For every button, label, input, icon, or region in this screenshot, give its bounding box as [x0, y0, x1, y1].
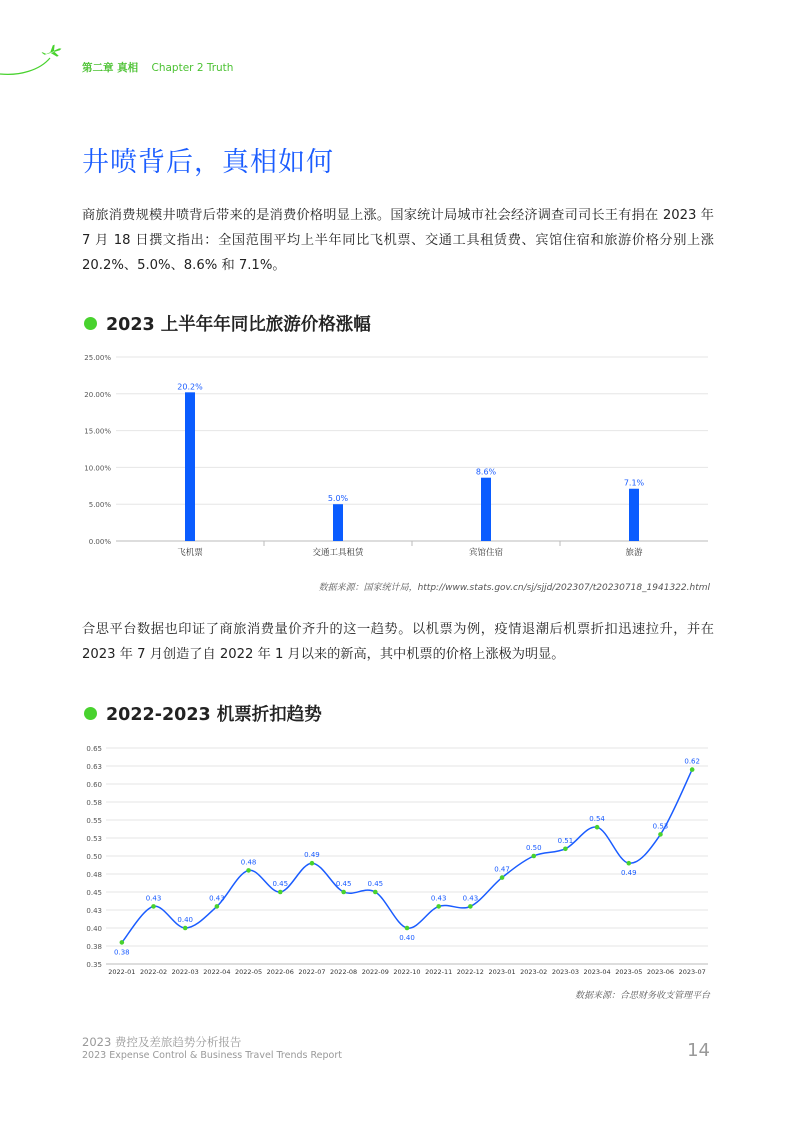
footer-title-en: 2023 Expense Control & Business Travel Trends Report: [82, 1050, 342, 1061]
line-y-tick-label: 0.50: [86, 853, 102, 861]
line-x-tick-label: 2022-07: [298, 968, 326, 976]
line-data-label: 0.45: [272, 880, 289, 888]
line-y-tick-label: 0.43: [86, 907, 102, 915]
line-data-label: 0.43: [209, 894, 225, 903]
line-point: [468, 904, 473, 909]
section1-title: 2023 上半年年同比旅游价格涨幅: [106, 315, 371, 335]
line-point: [151, 904, 156, 909]
bar: [481, 478, 491, 541]
chapter-en: Chapter 2 Truth: [151, 62, 234, 74]
line-y-tick-label: 0.55: [86, 817, 102, 825]
footer-title-cn: 2023 费控及差旅趋势分析报告: [82, 1035, 242, 1049]
bar-data-label: 20.2%: [177, 382, 203, 392]
line-data-label: 0.62: [684, 757, 700, 766]
line-y-tick-label: 0.48: [86, 871, 102, 879]
line-point: [626, 861, 631, 866]
line-y-tick-label: 0.45: [86, 889, 102, 897]
line-y-tick-label: 0.65: [86, 745, 102, 753]
source1: 数据来源：国家统计局，http://www.stats.gov.cn/sj/sjjd/202307/t20230718_1941322.html: [318, 583, 710, 593]
line-x-tick-label: 2022-02: [139, 968, 168, 976]
line-x-tick-label: 2023-03: [551, 968, 580, 976]
line-x-tick-label: 2022-01: [108, 968, 136, 976]
line-y-tick-label: 0.63: [86, 763, 102, 771]
line-y-tick-label: 0.40: [86, 925, 102, 933]
airplane-icon: [41, 43, 64, 61]
chapter-cn: 第二章 真相: [82, 62, 139, 74]
section1-heading: [84, 311, 371, 336]
line-data-label: 0.54: [589, 815, 605, 824]
line-data-label: 0.43: [430, 894, 447, 903]
bar-data-label: 7.1%: [623, 478, 645, 488]
bar-y-tick-label: 0.00%: [88, 538, 111, 546]
bar-y-tick-label: 5.00%: [88, 501, 111, 510]
line-point: [531, 854, 536, 859]
line-point: [341, 890, 346, 895]
header-swoosh: [0, 58, 50, 74]
bar: [629, 489, 639, 541]
line-x-tick-label: 2022-04: [203, 968, 231, 976]
line-data-label: 0.40: [399, 934, 415, 942]
line-data-label: 0.49: [304, 851, 320, 860]
line-point: [246, 868, 251, 873]
bar: [185, 392, 195, 541]
bar-y-tick-label: 20.00%: [84, 390, 111, 399]
bar-y-tick-label: 25.00%: [84, 354, 111, 362]
line-y-tick-label: 0.38: [86, 943, 102, 951]
bar-x-tick-label: 宾馆住宿: [468, 548, 504, 558]
line-y-tick-label: 0.53: [86, 835, 102, 843]
line-point: [595, 825, 600, 830]
line-x-tick-label: 2022-09: [361, 968, 389, 976]
line-x-tick-label: 2023-07: [678, 968, 706, 976]
line-point: [436, 904, 441, 909]
intro-paragraph: 商旅消费规模井喷背后带来的是消费价格明显上涨。国家统计局城市社会经济调查司司长王有捐在 2023 年 7 月 18 日撰文指出：全国范围平均上半年同比飞机票、交通工具租赁费、宾馆住宿和旅游价格分别上涨 20.2%、5.0%、8.6% 和 7.1%。: [82, 208, 714, 273]
bar-y-tick-label: 10.00%: [84, 464, 111, 473]
bullet-dot-icon: [84, 707, 97, 720]
bar-data-label: 8.6%: [475, 467, 497, 477]
line-x-tick-label: 2022-10: [393, 968, 421, 976]
bullet-dot-icon: [84, 317, 97, 330]
line-point: [690, 767, 695, 772]
line-data-label: 0.53: [652, 822, 669, 831]
line-x-tick-label: 2022-11: [425, 968, 453, 976]
line-x-tick-label: 2023-04: [583, 968, 611, 976]
page-title: 井喷背后，真相如何: [82, 147, 334, 178]
line-point: [183, 926, 188, 931]
line-point: [215, 904, 220, 909]
second-paragraph: 合思平台数据也印证了商旅消费量价齐升的这一趋势。以机票为例，疫情退潮后机票折扣迅速拉升，并在 2023 年 7 月创造了自 2022 年 1 月以来的新高，其中机票的价格上涨极为明显。: [82, 622, 714, 662]
line-x-tick-label: 2022-06: [266, 968, 294, 976]
bar-chart: [80, 345, 714, 565]
bar-x-tick-label: 旅游: [625, 548, 643, 558]
source2: 数据来源：合思财务收支管理平台: [574, 991, 710, 1001]
line-point: [500, 875, 505, 880]
line-point: [563, 847, 568, 852]
line-x-tick-label: 2022-03: [171, 968, 199, 976]
line-data-label: 0.43: [145, 894, 162, 903]
line-point: [405, 926, 410, 931]
line-data-label: 0.50: [525, 844, 542, 852]
section2-title: 2022-2023 机票折扣趋势: [106, 705, 322, 725]
line-data-label: 0.47: [494, 865, 510, 874]
line-data-label: 0.40: [177, 916, 194, 924]
line-point: [373, 890, 378, 895]
bar-data-label: 5.0%: [327, 494, 349, 504]
line-point: [120, 940, 125, 945]
line-data-label: 0.51: [557, 836, 574, 845]
line-data-label: 0.43: [462, 894, 479, 903]
line-data-label: 0.38: [114, 948, 130, 957]
section2-heading: [84, 701, 322, 726]
line-point: [278, 890, 283, 895]
line-point: [658, 832, 663, 837]
line-y-tick-label: 0.35: [86, 961, 102, 969]
line-chart: [80, 740, 714, 980]
page-number: 14: [687, 1040, 710, 1061]
line-point: [310, 861, 315, 866]
line-x-tick-label: 2023-06: [646, 968, 675, 976]
line-data-label: 0.45: [367, 880, 384, 888]
bar-y-tick-label: 15.00%: [84, 427, 111, 436]
line-x-tick-label: 2022-05: [234, 968, 263, 976]
line-y-tick-label: 0.60: [86, 781, 102, 789]
line-x-tick-label: 2023-01: [488, 968, 516, 976]
line-x-tick-label: 2023-05: [615, 968, 643, 976]
chapter-label: [82, 60, 233, 75]
line-x-tick-label: 2023-02: [520, 968, 548, 976]
line-data-label: 0.48: [240, 858, 257, 867]
line-x-tick-label: 2022-12: [456, 968, 484, 976]
line-data-label: 0.45: [335, 880, 352, 888]
bar-x-tick-label: 交通工具租赁: [312, 548, 364, 558]
line-x-tick-label: 2022-08: [330, 968, 358, 976]
bar: [333, 504, 343, 541]
line-y-tick-label: 0.58: [86, 799, 102, 807]
bar-x-tick-label: 飞机票: [177, 548, 203, 558]
line-data-label: 0.49: [620, 869, 637, 878]
